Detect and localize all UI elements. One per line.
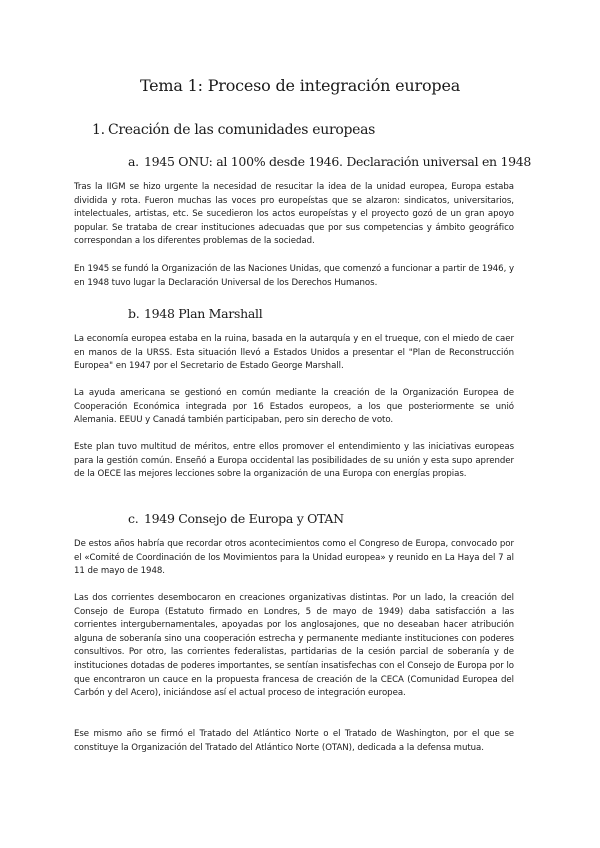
document-title: Tema 1: Proceso de integración europea (139, 76, 461, 95)
subsection-title: 1945 ONU: al 100% desde 1946. Declaración universal en 1948 (144, 154, 532, 169)
subsection-title: 1949 Consejo de Europa y OTAN (144, 511, 344, 526)
paragraph: Este plan tuvo multitud de méritos, entre ellos promover el entendimiento y las iniciativas europeas para la gestión común. Enseñó a Europa occidental las posibilidades de su unión y esta supo aprender de la OECE las mejores lecciones sobre la organización de una Europa con energías propias. (74, 442, 514, 480)
paragraph: De estos años habría que recordar otros acontecimientos como el Congreso de Europa, convocado por el «Comité de Coordinación de los Movimientos para la Unidad europea» y reunido en La Haya del 7 al 11 de mayo de 1948. (74, 539, 514, 577)
section-title: Creación de las comunidades europeas (108, 122, 376, 138)
section-heading (92, 122, 375, 138)
paragraph: La economía europea estaba en la ruina, basada en la autarquía y en el trueque, con el miedo de caer en manos de la URSS. Esta situación llevó a Estados Unidos a presentar el "Plan de Reconstrucción Europea" en 1947 por el Secretario de Estado George Marshall. (74, 334, 514, 372)
subsection-letter: a. (128, 154, 139, 169)
subsection-heading-b (128, 306, 262, 321)
subsection-letter: b. (128, 306, 140, 321)
subsection-heading-c (128, 511, 344, 526)
subsection-title: 1948 Plan Marshall (144, 306, 263, 321)
paragraph: En 1945 se fundó la Organización de las Naciones Unidas, que comenzó a funcionar a partir de 1946, y en 1948 tuvo lugar la Declaración Universal de los Derechos Humanos. (74, 264, 514, 288)
subsection-heading-a (128, 154, 531, 169)
subsection-letter: c. (128, 511, 139, 526)
section-number: 1. (92, 122, 105, 138)
paragraph: Ese mismo año se firmó el Tratado del Atlántico Norte o el Tratado de Washington, por el que se constituye la Organización del Tratado del Atlántico Norte (OTAN), dedicada a la defensa mutua. (74, 729, 514, 753)
paragraph: Tras la IIGM se hizo urgente la necesidad de resucitar la idea de la unidad europea, Europa estaba dividida y rota. Fueron muchas las voces pro europeístas que se alzaron: sindicatos, universitarios, intelectuales, artistas, etc. Se sucedieron los actos europeístas y el proyecto gozó de un gran apoyo popular. Se trataba de crear instituciones adecuadas que por sus competencias y ámbito geográfico correspondan a los diferentes problemas de la sociedad. (74, 182, 514, 247)
paragraph: La ayuda americana se gestionó en común mediante la creación de la Organización Europea de Cooperación Económica integrada por 16 Estados europeos, a los que posteriormente se unió Alemania. EEUU y Canadá también participaban, pero sin derecho de voto. (74, 388, 514, 426)
paragraph: Las dos corrientes desembocaron en creaciones organizativas distintas. Por un lado, la creación del Consejo de Europa (Estatuto firmado en Londres, 5 de mayo de 1949) daba satisfacción a las corrientes intergubernamentales, apoyadas por los anglosajones, que no deseaban hacer atribución alguna de soberanía sino una cooperación estrecha y permanente mediante instituciones con poderes consultivos. Por otro, las corrientes federalistas, partidarias de la cesión parcial de soberanía y de instituciones dotadas de poderes importantes, se sentían insatisfechas con el Consejo de Europa por lo que encontraron un cauce en la propuesta francesa de creación de la CECA (Comunidad Europea del Carbón y del Acero), iniciándose así el actual proceso de integración europea. (74, 593, 514, 699)
